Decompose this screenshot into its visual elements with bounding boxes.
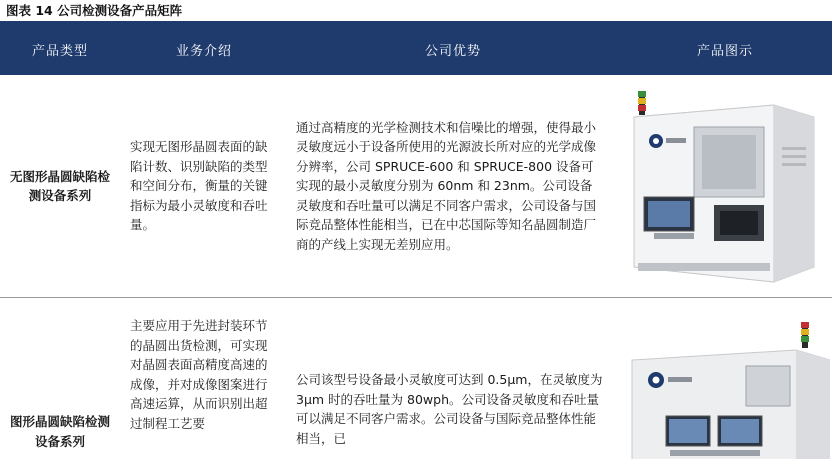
header-product-image: 产品图示: [618, 23, 832, 75]
table-row: [0, 75, 832, 298]
business-intro-cell: [120, 298, 288, 459]
product-image-cell: [618, 75, 832, 298]
product-type-wrap: [6, 412, 114, 451]
table-row: [0, 298, 832, 459]
business-intro-cell: [120, 75, 288, 298]
business-intro-text: 主要应用于先进封装环节的晶圆出货检测，可实现对晶圆表面高精度高速的成像，并对成像图案进行高速运算，从而识别出超过制程工艺要: [130, 318, 268, 431]
unpatterned-wafer-inspection-machine-image: [624, 77, 830, 295]
figure-caption: 图表 14 公司检测设备产品矩阵: [6, 3, 183, 18]
product-matrix-table: [0, 23, 832, 459]
patterned-wafer-inspection-machine-image: [626, 320, 830, 459]
header-product-type: 产品类型: [0, 23, 120, 75]
product-type-cell: [0, 75, 120, 298]
product-image-cell: [618, 298, 832, 459]
company-advantage-cell: [288, 75, 618, 298]
business-intro-text: 实现无图形晶圆表面的缺陷计数、识别缺陷的类型和空间分布，衡量的关键指标为最小灵敏度和吞吐量。: [130, 139, 268, 233]
company-advantage-cell: [288, 298, 618, 459]
header-row: [0, 23, 832, 75]
product-type-text: 图形晶圆缺陷检测设备系列: [10, 414, 111, 449]
company-advantage-text: 通过高精度的光学检测技术和信噪比的增强，使得最小灵敏度远小于设备所使用的光源波长所对应的光学成像分辨率，公司 SPRUCE-600 和 SPRUCE-800 设备可实现的最小灵敏度分别为 60nm 和 23nm。公司设备灵敏度和吞吐量可以满足不同客户需求，公司设备与国际竞品整体性能相当，已在中芯国际等知名晶圆制造厂商的产线上实现无差别应用。: [296, 119, 597, 252]
product-type-cell: [0, 298, 120, 459]
company-advantage-text: 公司该型号设备最小灵敏度可达到 0.5μm，在灵敏度为 3μm 时的吞吐量为 80wph。公司设备灵敏度和吞吐量可以满足不同客户需求。公司设备与国际竞品整体性能相当，已: [296, 372, 603, 446]
product-type-text: 无图形晶圆缺陷检测设备系列: [10, 168, 111, 203]
header-business-intro: 业务介绍: [120, 23, 288, 75]
company-advantage-wrap: [296, 370, 608, 448]
business-intro-wrap: [130, 316, 280, 433]
header-company-advantage: 公司优势: [288, 23, 618, 75]
